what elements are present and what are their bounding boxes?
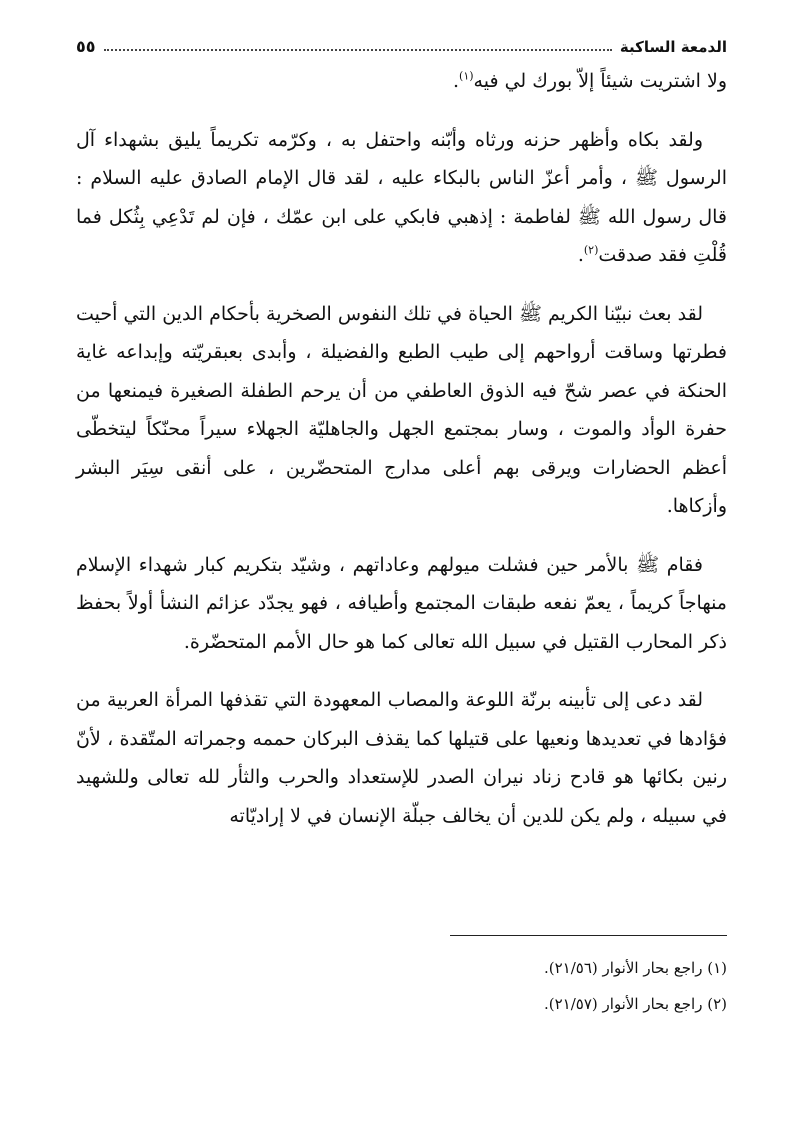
footnote-separator bbox=[450, 935, 727, 936]
paragraph-4: فقام ﷺ بالأمر حين فشلت ميولهم وعاداتهم ، وشيّد بتكريم كبار شهداء الإسلام منهاجاً كريماً ، يعمّ نفعه طبقات المجتمع وأطيافه ، فهو يجدّد عزائم النشأ أولاً بحفظ ذكر المحارب القتيل في سبيل الله تعالى كما هو حال الأمم المتحضّرة. bbox=[76, 553, 727, 653]
paragraph-2-tail: . bbox=[577, 244, 584, 266]
paragraph-1 bbox=[76, 62, 727, 101]
footnote-ref-1: (١) bbox=[459, 69, 474, 83]
page-number: ٥٥ bbox=[76, 37, 96, 56]
paragraph-3: لقد بعث نبيّنا الكريم ﷺ الحياة في تلك النفوس الصخرية بأحكام الدين التي أحيت فطرتها وساقت أرواحهم إلى طيب الطبع والفضيلة ، وأبدى بعبقريّته وإبداعه غاية الحنكة في عصر شحّ فيه الذوق العاطفي من أن يرحم الطفلة الصغيرة فيمنعها من حفرة الوأد والموت ، وسار بمجتمع الجهل والجاهليّة الجهلاء سيراً محنّكاً ليتخطّى أعظم الحضارات ويرقى بهم أعلى مدارج المتحضّرين ، على أنقى سِيَر البشر وأزكاها. bbox=[76, 302, 727, 517]
book-title: الدمعة الساكبة bbox=[619, 38, 727, 56]
paragraph-2-text: ولقد بكاه وأظهر حزنه ورثاه وأبّنه واحتفل به ، وكرّمه تكريماً يليق بشهداء آل الرسول ﷺ ، وأمر أعزّ الناس بالبكاء عليه ، لقد قال الإمام الصادق عليه السلام : قال رسول الله ﷺ لفاطمة : إذهبي فابكي على ابن عمّك ، فإن لم تَدْعِي بِثُكل فما قُلْتِ فقد صدقت bbox=[76, 128, 727, 266]
body-text bbox=[76, 62, 727, 855]
footnotes bbox=[76, 950, 727, 1022]
paragraph-1-text: ولا اشتريت شيئاً إلاّ بورك لي فيه bbox=[473, 70, 727, 92]
paragraph-5: لقد دعى إلى تأبينه برنّة اللوعة والمصاب المعهودة التي تقذفها المرأة العربية من فؤادها في تعديدها ونعيها على قتيلها كما يقذف البركان حممه وجمراته المتّقدة ، لأنّ رنين بكائها هو قادح زناد نيران الصدر للإستعداد والحرب والثأر لله تعالى وللشهيد في سبيله ، ولم يكن للدين أن يخالف جبلّة الإنسان في لا إراديّاته bbox=[76, 689, 727, 827]
footnote-1: (١) راجع بحار الأنوار (٢١/٥٦). bbox=[544, 959, 727, 977]
header-dot-leader bbox=[104, 49, 612, 51]
paragraph-2 bbox=[76, 121, 727, 275]
footnote-2: (٢) راجع بحار الأنوار (٢١/٥٧). bbox=[544, 995, 727, 1013]
footnote-ref-2: (٢) bbox=[583, 243, 599, 257]
running-header bbox=[76, 34, 727, 56]
paragraph-1-tail: . bbox=[452, 70, 460, 92]
